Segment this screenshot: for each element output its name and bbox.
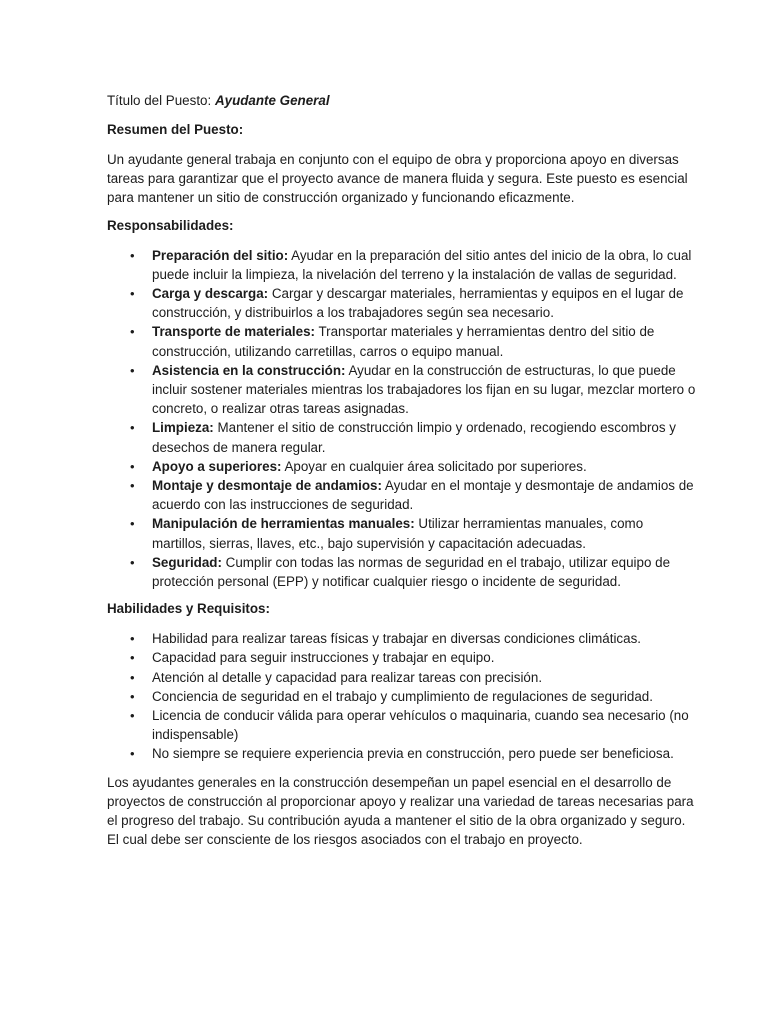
bullet-icon: •	[130, 420, 135, 436]
responsibilities-heading: Responsabilidades:	[107, 217, 234, 233]
skills-list	[107, 629, 698, 763]
item-text: Conciencia de seguridad en el trabajo y cumplimiento de regulaciones de seguridad.	[152, 688, 653, 704]
item-term: Transporte de materiales:	[152, 324, 315, 340]
list-item	[130, 668, 698, 687]
item-text: Ayudar en el montaje y desmontaje de andamios de acuerdo con las instrucciones de seguridad.	[152, 478, 694, 513]
item-text: Cumplir con todas las normas de seguridad en el trabajo, utilizar equipo de protección personal (EPP) y notificar cualquier riesgo o incidente de seguridad.	[152, 554, 671, 590]
item-term: Preparación del sitio:	[152, 247, 289, 263]
bullet-icon: •	[130, 650, 135, 666]
job-title	[107, 92, 698, 110]
bullet-icon: •	[130, 746, 135, 762]
item-term: Limpieza:	[152, 420, 214, 436]
item-text: Utilizar herramientas manuales, como martillos, sierras, llaves, etc., bajo supervisión y capacitación adecuadas.	[152, 516, 644, 551]
list-item	[130, 457, 698, 476]
item-term: Seguridad:	[152, 554, 222, 570]
skills-heading: Habilidades y Requisitos:	[107, 601, 270, 617]
item-text: Cargar y descargar materiales, herramientas y equipos en el lugar de construcción, y distribuirlos a los trabajadores según sea necesario.	[152, 286, 684, 321]
item-term: Carga y descarga:	[152, 286, 269, 302]
item-term: Montaje y desmontaje de andamios:	[152, 478, 382, 494]
list-item	[130, 553, 698, 591]
item-text: Transportar materiales y herramientas dentro del sitio de construcción, utilizando carretillas, carros o equipo manual.	[152, 324, 655, 359]
list-item	[130, 361, 698, 419]
bullet-icon: •	[130, 688, 135, 704]
job-title-label: Título del Puesto:	[107, 93, 212, 108]
list-item	[130, 322, 698, 360]
item-term: Manipulación de herramientas manuales:	[152, 516, 415, 532]
bullet-icon: •	[130, 554, 135, 570]
item-text: Capacidad para seguir instrucciones y trabajar en equipo.	[152, 650, 495, 666]
bullet-icon: •	[130, 286, 135, 302]
list-item	[130, 687, 698, 706]
bullet-icon: •	[130, 247, 135, 263]
item-text: Atención al detalle y capacidad para realizar tareas con precisión.	[152, 669, 543, 685]
list-item	[130, 246, 698, 284]
bullet-icon: •	[130, 516, 135, 532]
list-item	[130, 706, 698, 744]
list-item	[130, 418, 698, 456]
item-term: Asistencia en la construcción:	[152, 362, 346, 378]
list-item	[130, 514, 698, 552]
list-item	[130, 648, 698, 667]
item-text: Habilidad para realizar tareas físicas y trabajar en diversas condiciones climáticas.	[152, 631, 641, 647]
bullet-icon: •	[130, 478, 135, 494]
item-text: No siempre se requiere experiencia previa en construcción, pero puede ser beneficiosa.	[152, 746, 674, 762]
item-text: Mantener el sitio de construcción limpio y ordenado, recogiendo escombros y desechos de manera regular.	[152, 420, 676, 455]
item-term: Apoyo a superiores:	[152, 458, 282, 474]
bullet-icon: •	[130, 362, 135, 378]
list-item	[130, 284, 698, 322]
item-text: Ayudar en la construcción de estructuras, lo que puede incluir sostener materiales mientras los trabajadores los fijan en su lugar, mezclar mortero o concreto, o realizar otras tareas asignadas.	[152, 362, 696, 417]
list-item	[130, 476, 698, 514]
job-title-value: Ayudante General	[214, 93, 330, 108]
item-text: Ayudar en la preparación del sitio antes del inicio de la obra, lo cual puede incluir la limpieza, la nivelación del terreno y la instalación de vallas de seguridad.	[152, 247, 692, 282]
summary-text: Un ayudante general trabaja en conjunto con el equipo de obra y proporciona apoyo en diversas tareas para garantizar que el proyecto avance de manera fluida y segura. Este puesto es esencial para mantener un sitio de construcción organizado y funcionando eficazmente.	[107, 152, 688, 206]
closing-paragraph: Los ayudantes generales en la construcción desempeñan un papel esencial en el desarrollo de proyectos de construcción al proporcionar apoyo y realizar una variedad de tareas necesarias para el progreso del trabajo. Su contribución ayuda a mantener el sitio de la obra organizado y seguro. El cual debe ser consciente de los riesgos asociados con el trabajo en proyecto.	[107, 774, 694, 848]
item-text: Apoyar en cualquier área solicitado por superiores.	[281, 458, 587, 474]
item-text: Licencia de conducir válida para operar vehículos o maquinaria, cuando sea necesario (no indispensable)	[152, 708, 689, 743]
bullet-icon: •	[130, 669, 135, 685]
bullet-icon: •	[130, 324, 135, 340]
list-item	[130, 744, 698, 763]
bullet-icon: •	[130, 631, 135, 647]
bullet-icon: •	[130, 708, 135, 724]
list-item	[130, 629, 698, 648]
bullet-icon: •	[130, 458, 135, 474]
summary-heading: Resumen del Puesto:	[107, 122, 244, 137]
responsibilities-list	[107, 246, 698, 592]
